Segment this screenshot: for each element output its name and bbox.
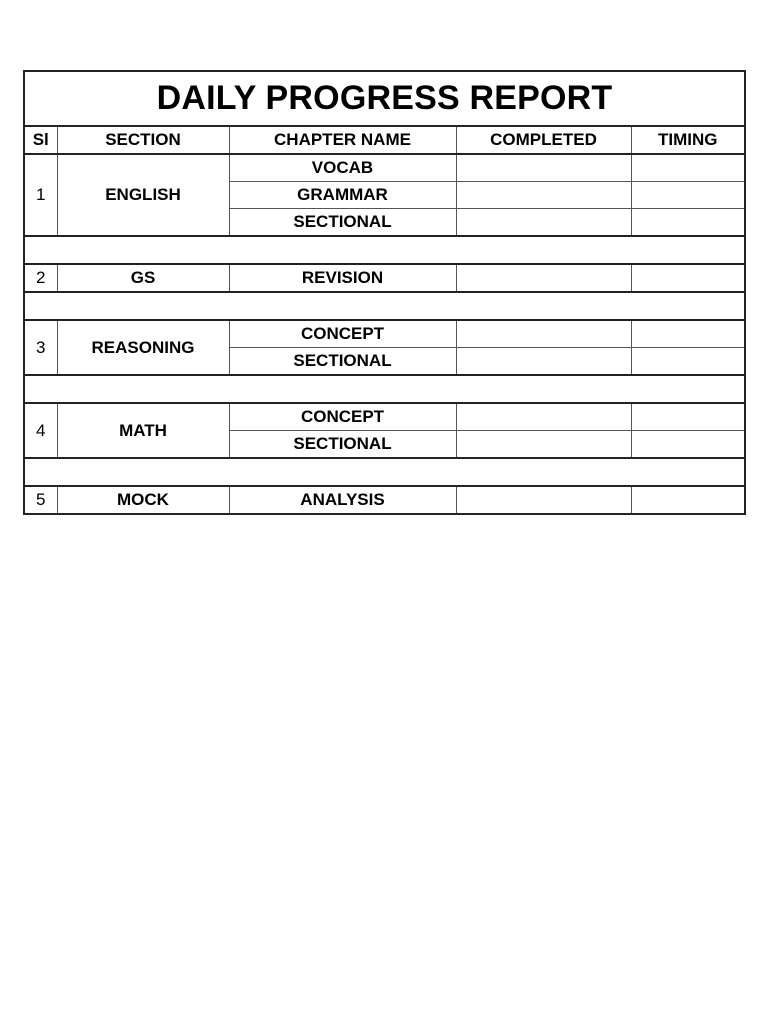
header-sl: Sl <box>24 126 57 154</box>
chapter-name: SECTIONAL <box>229 209 456 237</box>
progress-report-table <box>23 70 746 515</box>
sl-number: 1 <box>24 154 57 236</box>
report-title: DAILY PROGRESS REPORT <box>24 71 745 126</box>
chapter-name: VOCAB <box>229 154 456 182</box>
timing-cell[interactable] <box>631 264 745 292</box>
spacer-cell <box>24 375 745 403</box>
section-name: GS <box>57 264 229 292</box>
sl-number: 3 <box>24 320 57 375</box>
chapter-name: SECTIONAL <box>229 348 456 376</box>
timing-cell[interactable] <box>631 154 745 182</box>
completed-cell[interactable] <box>456 154 631 182</box>
spacer-row <box>24 236 745 264</box>
completed-cell[interactable] <box>456 264 631 292</box>
completed-cell[interactable] <box>456 182 631 209</box>
header-completed: COMPLETED <box>456 126 631 154</box>
chapter-name: CONCEPT <box>229 403 456 431</box>
chapter-name: ANALYSIS <box>229 486 456 514</box>
spacer-cell <box>24 292 745 320</box>
header-section: SECTION <box>57 126 229 154</box>
timing-cell[interactable] <box>631 182 745 209</box>
section-name: REASONING <box>57 320 229 375</box>
section-name: ENGLISH <box>57 154 229 236</box>
table-row <box>24 320 745 348</box>
spacer-cell <box>24 458 745 486</box>
completed-cell[interactable] <box>456 403 631 431</box>
table-row <box>24 403 745 431</box>
completed-cell[interactable] <box>456 348 631 376</box>
timing-cell[interactable] <box>631 320 745 348</box>
chapter-name: GRAMMAR <box>229 182 456 209</box>
timing-cell[interactable] <box>631 431 745 459</box>
table-row <box>24 264 745 292</box>
timing-cell[interactable] <box>631 403 745 431</box>
timing-cell[interactable] <box>631 209 745 237</box>
sl-number: 2 <box>24 264 57 292</box>
spacer-cell <box>24 236 745 264</box>
sl-number: 4 <box>24 403 57 458</box>
header-timing: TIMING <box>631 126 745 154</box>
report-sheet <box>23 70 744 515</box>
spacer-row <box>24 458 745 486</box>
completed-cell[interactable] <box>456 209 631 237</box>
chapter-name: CONCEPT <box>229 320 456 348</box>
header-row <box>24 126 745 154</box>
table-row <box>24 154 745 182</box>
chapter-name: SECTIONAL <box>229 431 456 459</box>
title-row <box>24 71 745 126</box>
header-chapter-name: CHAPTER NAME <box>229 126 456 154</box>
completed-cell[interactable] <box>456 486 631 514</box>
spacer-row <box>24 292 745 320</box>
spacer-row <box>24 375 745 403</box>
completed-cell[interactable] <box>456 320 631 348</box>
chapter-name: REVISION <box>229 264 456 292</box>
completed-cell[interactable] <box>456 431 631 459</box>
timing-cell[interactable] <box>631 486 745 514</box>
table-row <box>24 486 745 514</box>
section-name: MATH <box>57 403 229 458</box>
timing-cell[interactable] <box>631 348 745 376</box>
section-name: MOCK <box>57 486 229 514</box>
sl-number: 5 <box>24 486 57 514</box>
